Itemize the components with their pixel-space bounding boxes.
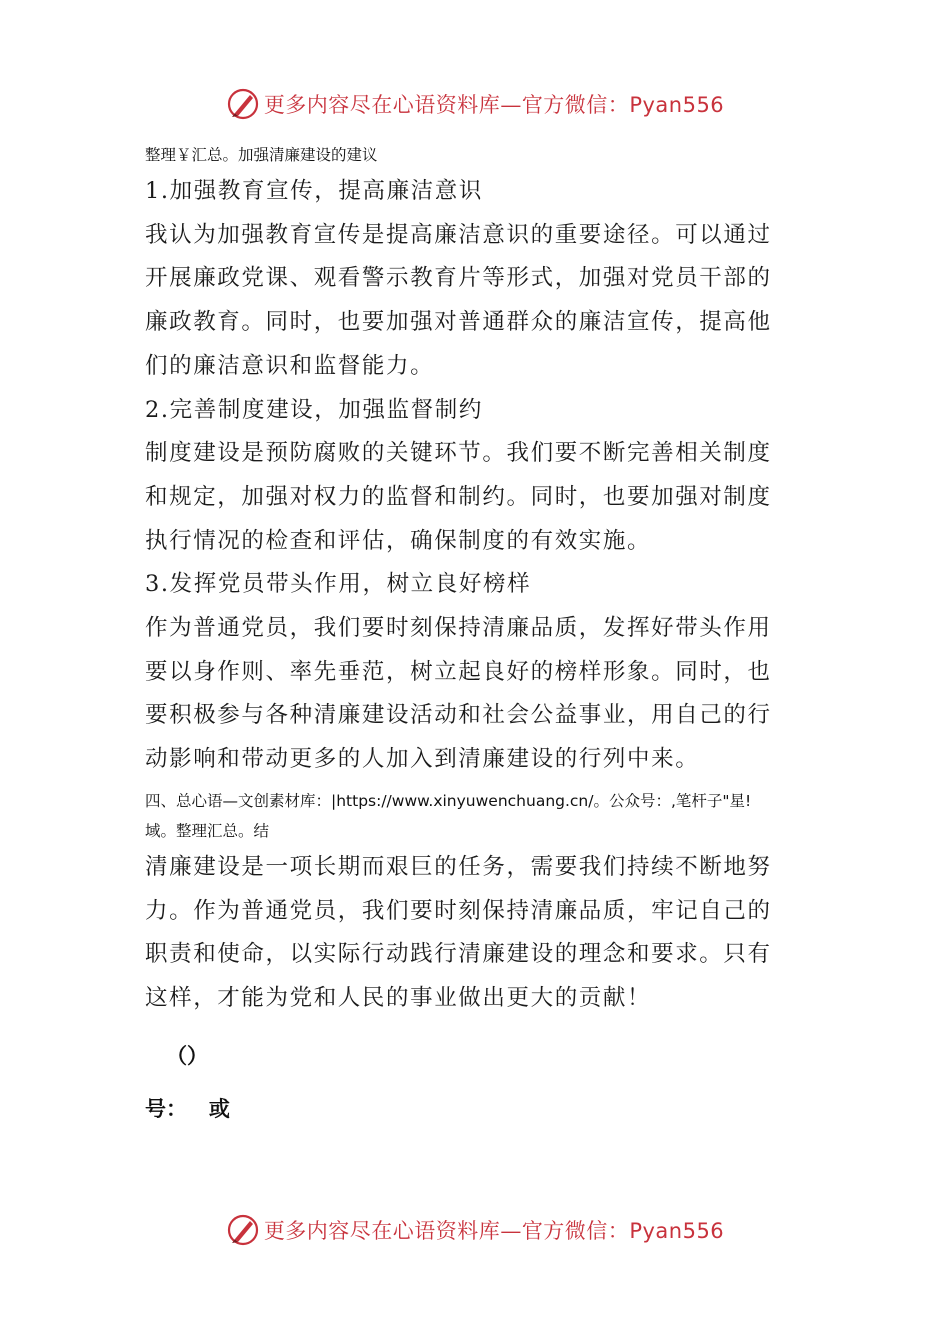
section2-line: 执行情况的检查和评估，确保制度的有效实施。 <box>145 527 652 554</box>
note-line: 域。整理汇总。结 <box>145 821 270 840</box>
section1-line: 廉政教育。同时，也要加强对普通群众的廉洁宣传，提高他 <box>145 309 772 336</box>
pen-logo-icon <box>226 1213 260 1247</box>
watermark-text: 更多内容尽在心语资料库—官方微信：Pyan556 <box>263 93 725 117</box>
section3-line: 要积极参与各种清廉建设活动和社会公益事业，用自己的行 <box>145 702 772 729</box>
watermark-banner-bottom <box>0 1210 950 1250</box>
pen-logo-icon <box>226 87 260 121</box>
section3-line: 动影响和带动更多的人加入到清廉建设的行列中来。 <box>145 746 700 773</box>
conclusion-line: 这样，才能为党和人民的事业做出更大的贡献！ <box>145 984 652 1011</box>
conclusion-line: 力。作为普通党员，我们要时刻保持清廉品质，牢记自己的 <box>145 897 772 924</box>
conclusion-line: 职责和使命，以实际行动践行清廉建设的理念和要求。只有 <box>145 941 772 968</box>
section1-line: 们的廉洁意识和监督能力。 <box>145 352 435 379</box>
section3-heading: 3.发挥党员带头作用，树立良好榜样 <box>145 571 532 598</box>
note-line: 四、总心语—文创素材库：|https://www.xinyuwenchuang.cn/。公众号：,笔杆子"星! <box>145 791 752 810</box>
watermark-text: 更多内容尽在心语资料库—官方微信：Pyan556 <box>263 1219 725 1243</box>
document-body <box>145 140 815 1021</box>
section1-heading: 1.加强教育宣传，提高廉洁意识 <box>145 178 483 204</box>
tail-parens: （） <box>166 1044 208 1068</box>
section3-line: 作为普通党员，我们要时刻保持清廉品质，发挥好带头作用 <box>145 615 772 642</box>
section1-line: 开展廉政党课、观看警示教育片等形式，加强对党员干部的 <box>145 265 772 292</box>
conclusion-line: 清廉建设是一项长期而艰巨的任务，需要我们持续不断地努 <box>145 853 772 880</box>
section2-line: 制度建设是预防腐败的关键环节。我们要不断完善相关制度 <box>145 440 772 467</box>
section2-line: 和规定，加强对权力的监督和制约。同时，也要加强对制度 <box>145 483 772 510</box>
section2-heading: 2.完善制度建设，加强监督制约 <box>145 396 483 423</box>
section1-line: 我认为加强教育宣传是提高廉洁意识的重要途径。可以通过 <box>145 221 772 248</box>
watermark-banner-top <box>0 84 950 124</box>
section3-line: 要以身作则、率先垂范，树立起良好的榜样形象。同时，也 <box>145 658 772 685</box>
tail-line: 号： 或 <box>145 1097 230 1121</box>
header-line: 整理￥汇总。加强清廉建设的建议 <box>145 146 378 164</box>
